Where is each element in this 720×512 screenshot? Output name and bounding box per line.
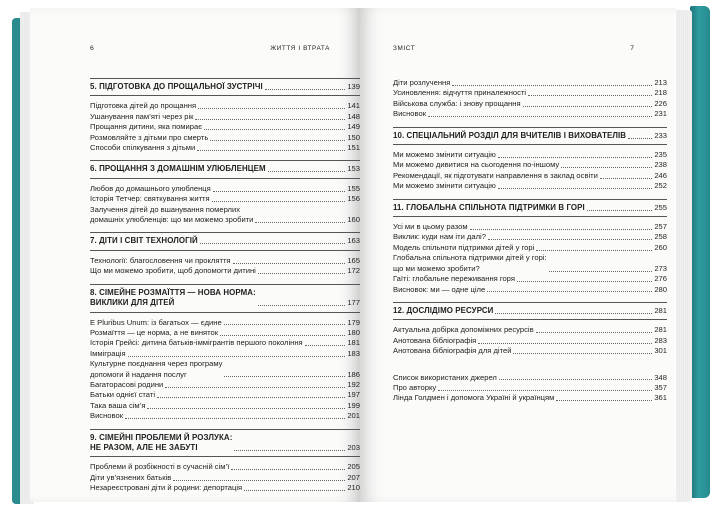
toc-entry-title: Лінда Голдмен і допомога Україні й українцям [393, 393, 555, 403]
dot-leader [556, 400, 652, 401]
dot-leader [452, 85, 652, 86]
toc-entry-page: 210 [347, 483, 360, 493]
toc-entry-page: 301 [654, 346, 667, 356]
chapter-heading-page: 139 [347, 82, 360, 91]
toc-entry [90, 143, 360, 153]
chapter-heading-page: 281 [654, 305, 667, 315]
toc-entry [393, 346, 667, 356]
toc-entry [393, 336, 667, 346]
chapter-heading-title: 12. ДОСЛІДІМО РЕСУРСИ [393, 305, 494, 315]
dot-leader [198, 108, 345, 109]
dot-leader [197, 150, 345, 151]
toc-entry-page: 205 [347, 462, 360, 472]
chapter-heading-block [90, 78, 360, 96]
dot-leader [478, 343, 652, 344]
toc-entry-title: Технології: благословення чи прокляття [90, 255, 231, 265]
toc-entry [90, 328, 360, 338]
table-of-contents [393, 78, 667, 411]
toc-entry [393, 243, 667, 253]
dot-leader [561, 167, 652, 168]
toc-entry-page: 207 [347, 472, 360, 482]
toc-entry-title: E Pluribus Unum: із багатьох — єдине [90, 317, 222, 327]
toc-entry [393, 99, 667, 109]
toc-entry-title: Анотована бібліографія для дітей [393, 346, 512, 356]
toc-entry [393, 88, 667, 98]
dot-leader [213, 191, 346, 192]
toc-entry-title: Батьки однієї статі [90, 390, 156, 400]
toc-entry-page: 179 [347, 317, 360, 327]
right-page [360, 8, 676, 502]
dot-leader [536, 332, 653, 333]
toc-entry-title: Культурне поєднання через програму допомоги й надання послуг [90, 359, 223, 379]
toc-entry [90, 205, 360, 226]
toc-entry-title: Усиновлення: відчуття приналежності [393, 88, 527, 98]
toc-entry-title: Підготовка дітей до прощання [90, 101, 197, 111]
toc-entry-page: 348 [654, 372, 667, 382]
toc-section [90, 78, 360, 153]
running-head: ЖИТТЯ І ВТРАТА [270, 45, 330, 52]
dot-leader [268, 171, 346, 172]
toc-entry [90, 101, 360, 111]
toc-entry [393, 373, 667, 383]
toc-entry-page: 238 [654, 160, 667, 170]
toc-entry [90, 318, 360, 328]
dot-leader [234, 450, 345, 451]
toc-section [393, 127, 667, 192]
dot-leader [224, 376, 345, 377]
toc-entry-page: 148 [347, 111, 360, 121]
toc-entry-page: 258 [654, 232, 667, 242]
chapter-heading-block [393, 199, 667, 217]
dot-leader [305, 345, 346, 346]
toc-entry-page: 172 [347, 266, 360, 276]
toc-entry-title: Глобальна спільнота підтримки дітей у горі: що ми можемо зробити? [393, 253, 547, 273]
toc-entry-title: Прощання дитини, яка помирає [90, 122, 203, 132]
dot-leader [495, 313, 652, 314]
toc-entry-page: 361 [654, 393, 667, 403]
dot-leader [438, 390, 652, 391]
toc-entry-page: 283 [654, 335, 667, 345]
toc-entry-page: 218 [654, 88, 667, 98]
toc-entry-title: Військова служба: і знову прощання [393, 98, 521, 108]
toc-entry [393, 383, 667, 393]
chapter-heading-title: 9. СІМЕЙНІ ПРОБЛЕМИ Й РОЗЛУКА: НЕ РАЗОМ, АЛЕ НЕ ЗАБУТІ [90, 432, 233, 452]
toc-entry [90, 473, 360, 483]
toc-entry-page: 183 [347, 348, 360, 358]
toc-entry-page: 273 [654, 263, 667, 273]
toc-entry-page: 246 [654, 170, 667, 180]
dot-leader [600, 178, 652, 179]
chapter-heading-page: 163 [347, 236, 360, 246]
toc-entry-title: Незареєстровані діти й родини: депортація [90, 483, 243, 493]
dot-leader [204, 129, 345, 130]
toc-entry-title: Проблеми й розбіжності в сучасній сім’ї [90, 462, 230, 472]
toc-entry-page: 231 [654, 109, 667, 119]
toc-entry [393, 109, 667, 119]
dot-leader [498, 157, 653, 158]
dot-leader [244, 490, 345, 491]
toc-entry-page: 155 [347, 183, 360, 193]
toc-entry-page: 149 [347, 122, 360, 132]
toc-entry [90, 122, 360, 132]
dot-leader [255, 222, 345, 223]
dot-leader [498, 188, 653, 189]
toc-entry-title: Висновок [393, 109, 427, 119]
dot-leader [210, 140, 345, 141]
toc-entry-page: 151 [347, 143, 360, 153]
dot-leader [528, 95, 652, 96]
chapter-heading-block [90, 284, 360, 313]
toc-entry-title: Актуальна добірка допоміжних ресурсів [393, 325, 534, 335]
toc-entry [90, 133, 360, 143]
toc-entry-page: 150 [347, 132, 360, 142]
dot-leader [231, 469, 345, 470]
toc-entry-title: Ми можемо дивитися на сьогодення по-іншому [393, 160, 560, 170]
toc-entry-title: Історія Тетчер: святкування життя [90, 194, 210, 204]
toc-entry-title: Усі ми в цьому разом [393, 222, 468, 232]
chapter-heading-title: 10. СПЕЦІАЛЬНИЙ РОЗДІЛ ДЛЯ ВЧИТЕЛІВ І ВИХОВАТЕЛІВ [393, 130, 627, 140]
toc-entry [393, 325, 667, 335]
toc-entry-title: Діти ув’язнених батьків [90, 472, 172, 482]
toc-entry-page: 160 [347, 215, 360, 225]
toc-entry-title: Анотована бібліографія [393, 335, 477, 345]
toc-entry-title: Розмаїття — це норма, а не виняток [90, 327, 219, 337]
chapter-heading-block [90, 232, 360, 250]
toc-entry [393, 232, 667, 242]
toc-entry-title: Модель спільноти підтримки дітей у горі [393, 242, 535, 252]
toc-entry-title: Любов до домашнього улюбленця [90, 183, 211, 193]
dot-leader [428, 116, 652, 117]
toc-entry-page: 252 [654, 181, 667, 191]
chapter-heading-block [90, 429, 360, 458]
chapter-heading-page: 177 [347, 298, 360, 308]
toc-entry-title: Способи спілкування з дітьми [90, 143, 196, 153]
toc-entry-title: Ми можемо змінити ситуацію [393, 150, 496, 160]
dot-leader [470, 229, 653, 230]
dot-leader [513, 353, 652, 354]
toc-entry-title: Така ваша сім’я [90, 400, 146, 410]
toc-entry [90, 266, 360, 276]
toc-section [90, 429, 360, 494]
chapter-heading-page: 255 [654, 202, 667, 212]
dot-leader [233, 263, 346, 264]
toc-entry-title: Про авторку [393, 382, 437, 392]
running-head: ЗМІСТ [393, 45, 416, 52]
toc-entry [90, 390, 360, 400]
toc-section [393, 199, 667, 295]
toc-entry-page: 257 [654, 222, 667, 232]
toc-entry-title: Діти розлучення [393, 78, 451, 87]
toc-entry [90, 359, 360, 380]
toc-entry-page: 213 [654, 78, 667, 87]
dot-leader [224, 324, 346, 325]
dot-leader [128, 356, 346, 357]
toc-entry-page: 181 [347, 338, 360, 348]
dot-leader [536, 250, 652, 251]
chapter-heading-page: 153 [347, 164, 360, 174]
chapter-heading-title: 11. ГЛОБАЛЬНА СПІЛЬНОТА ПІДТРИМКИ В ГОРІ [393, 202, 585, 212]
toc-entry-title: Виклик: куди нам іти далі? [393, 232, 486, 242]
toc-entry [393, 181, 667, 191]
toc-entry-page: 192 [347, 379, 360, 389]
toc-entry-page: 141 [347, 101, 360, 111]
dot-leader [628, 138, 652, 139]
page-number: 6 [90, 45, 94, 52]
toc-section [90, 160, 360, 225]
toc-entry [393, 285, 667, 295]
toc-entry-page: 357 [654, 382, 667, 392]
toc-entry [90, 256, 360, 266]
toc-entry [90, 401, 360, 411]
toc-section [90, 284, 360, 422]
toc-entry-title: Ушанування пам’яті через рік [90, 111, 194, 121]
toc-entry-page: 226 [654, 98, 667, 108]
toc-entry [393, 150, 667, 160]
toc-entry [393, 393, 667, 403]
book-cover-right-edge [690, 6, 710, 498]
dot-leader [220, 335, 345, 336]
toc-section [90, 232, 360, 276]
toc-entry-page: 186 [347, 369, 360, 379]
toc-entry-page: 260 [654, 242, 667, 252]
toc-entry [393, 78, 667, 88]
toc-entry-page: 165 [347, 255, 360, 265]
toc-entry [90, 194, 360, 204]
table-of-contents [90, 78, 360, 501]
toc-entry-title: Залучення дітей до вшанування померлих домашніх улюбленців: що ми можемо зробити [90, 204, 254, 225]
toc-entry-title: Імміграція [90, 348, 126, 358]
chapter-heading [393, 203, 667, 213]
chapter-heading [90, 82, 360, 92]
toc-entry [90, 462, 360, 472]
chapter-heading [90, 288, 360, 309]
dot-leader [499, 379, 652, 380]
page-number: 7 [630, 45, 634, 52]
toc-entry [90, 338, 360, 348]
toc-entry [90, 184, 360, 194]
dot-leader [523, 106, 653, 107]
toc-entry [90, 380, 360, 390]
dot-leader [487, 291, 652, 292]
toc-entry-title: Гаїті: глобальне переживання горя [393, 274, 515, 284]
toc-entry-page: 280 [654, 284, 667, 294]
chapter-heading [393, 306, 667, 316]
toc-entry-title: Висновок [90, 411, 124, 421]
chapter-heading-block [90, 160, 360, 178]
dot-leader [258, 305, 346, 306]
toc-section [393, 373, 667, 404]
chapter-heading-block [393, 302, 667, 320]
chapter-heading [90, 433, 360, 454]
dot-leader [165, 387, 345, 388]
chapter-heading-page: 203 [347, 442, 360, 452]
toc-entry-page: 197 [347, 390, 360, 400]
chapter-heading-title: 7. ДІТИ І СВІТ ТЕХНОЛОГІЙ [90, 236, 198, 246]
toc-entry-page: 156 [347, 194, 360, 204]
toc-entry-title: Що ми можемо зробити, щоб допомогти дитині [90, 266, 256, 276]
toc-entry [90, 411, 360, 421]
dot-leader [549, 271, 653, 272]
toc-entry-title: Історія Грейсі: дитина батьків-іммігрантів першого покоління [90, 338, 303, 348]
toc-entry-page: 201 [347, 411, 360, 421]
chapter-heading [90, 164, 360, 174]
chapter-heading-page: 233 [654, 130, 667, 140]
toc-section [393, 302, 667, 357]
toc-entry [393, 160, 667, 170]
toc-entry-title: Ми можемо змінити ситуацію [393, 181, 496, 191]
toc-entry [90, 483, 360, 493]
toc-entry-page: 180 [347, 327, 360, 337]
chapter-heading [90, 236, 360, 246]
dot-leader [265, 89, 346, 90]
chapter-heading-title: 8. СІМЕЙНЕ РОЗМАЇТТЯ — НОВА НОРМА: ВИКЛИКИ ДЛЯ ДІТЕЙ [90, 287, 256, 308]
toc-entry-title: Розмовляйте з дітьми про смерть [90, 132, 209, 142]
dot-leader [125, 418, 345, 419]
toc-entry-title: Багаторасові родини [90, 379, 164, 389]
dot-leader [173, 480, 345, 481]
toc-entry [393, 274, 667, 284]
toc-entry-page: 281 [654, 325, 667, 335]
chapter-heading-title: 5. ПІДГОТОВКА ДО ПРОЩАЛЬНОЇ ЗУСТРІЧІ [90, 82, 263, 91]
toc-entry [393, 171, 667, 181]
dot-leader [587, 210, 653, 211]
dot-leader [200, 243, 346, 244]
dot-leader [212, 201, 346, 202]
dot-leader [157, 397, 345, 398]
chapter-heading-block [393, 127, 667, 145]
toc-entry [90, 112, 360, 122]
toc-entry-page: 235 [654, 150, 667, 160]
dot-leader [488, 239, 652, 240]
toc-entry [90, 349, 360, 359]
toc-entry [393, 253, 667, 274]
toc-entry-page: 276 [654, 274, 667, 284]
chapter-heading [393, 131, 667, 141]
toc-entry-title: Висновок: ми — одне ціле [393, 284, 486, 294]
dot-leader [147, 408, 345, 409]
toc-entry-title: Рекомендації, як підготувати направлення в заклад освіти [393, 170, 598, 180]
toc-entry-title: Список використаних джерел [393, 372, 497, 382]
dot-leader [258, 273, 345, 274]
dot-leader [517, 281, 652, 282]
dot-leader [195, 119, 345, 120]
toc-entry [393, 222, 667, 232]
left-page [30, 8, 360, 502]
chapter-heading-title: 6. ПРОЩАННЯ З ДОМАШНІМ УЛЮБЛЕНЦЕМ [90, 164, 266, 174]
toc-entry-page: 199 [347, 400, 360, 410]
toc-section [393, 78, 667, 120]
